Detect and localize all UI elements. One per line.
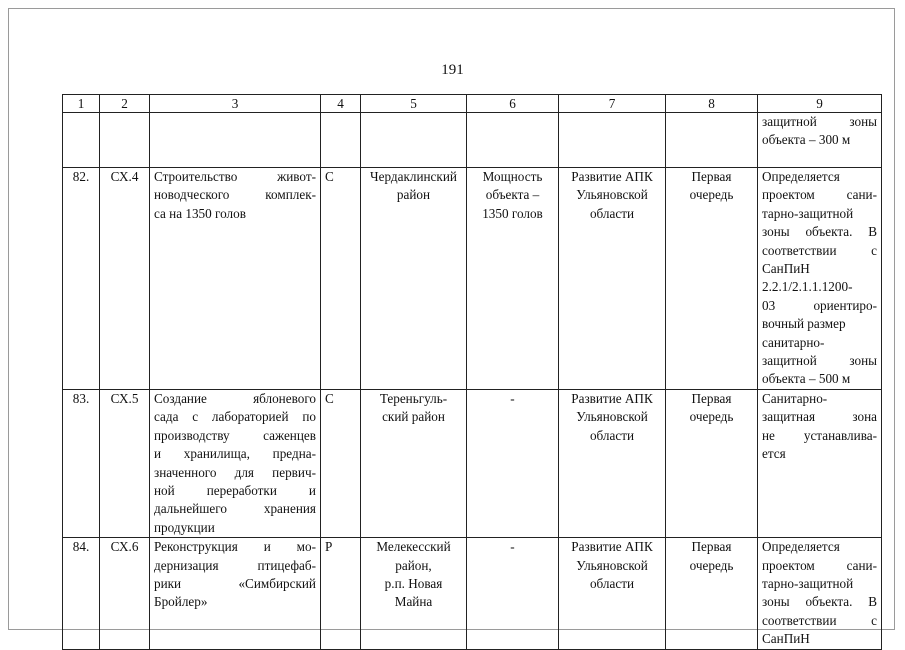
name-line: продукции (154, 519, 215, 535)
continuation-row (63, 113, 882, 168)
location-line: Мелекесский (376, 539, 451, 555)
capacity-line: 1350 голов (482, 205, 543, 221)
location-line: р.п. Новая (384, 575, 443, 591)
type-cell: С (321, 389, 361, 537)
empty-cell (361, 113, 467, 168)
location-cell (361, 389, 467, 537)
objects-table (62, 94, 882, 650)
note-line: соответствии с (762, 242, 877, 258)
col-header: 4 (321, 95, 361, 113)
note-line: не устанавлива- (762, 427, 877, 443)
empty-cell (559, 113, 666, 168)
name-line: производству саженцев (154, 427, 316, 443)
note-line: ется (762, 446, 786, 462)
empty-cell (150, 113, 321, 168)
location-line: район, (395, 557, 432, 573)
program-line: области (589, 205, 635, 221)
note-line: объекта – 500 м (762, 371, 851, 387)
program-line: Развитие АПК (571, 169, 653, 184)
capacity-line: объекта – (485, 187, 540, 203)
table-row (63, 168, 882, 390)
stage-line: очередь (689, 557, 734, 573)
stage-line: очередь (689, 187, 734, 203)
table-row (63, 538, 882, 649)
note-cell (758, 538, 882, 649)
note-line: вочный размер (762, 316, 846, 332)
empty-cell (63, 113, 100, 168)
name-line: рики «Симбирский (154, 575, 316, 591)
stage-cell (666, 168, 758, 390)
program-line: Развитие АПК (571, 539, 653, 555)
row-code: СХ.4 (100, 168, 150, 390)
note-line: зоны объекта. В (762, 224, 877, 240)
stage-line: Первая (691, 539, 732, 555)
stage-line: Первая (691, 169, 732, 184)
note-line: тарно-защитной (762, 205, 854, 221)
row-number: 83. (63, 389, 100, 537)
page-number: 191 (441, 62, 464, 78)
stage-line: очередь (689, 409, 734, 425)
program-line: Ульяновской (576, 409, 648, 425)
note-line: Определяется (762, 169, 840, 184)
name-line: Создание яблоневого (154, 390, 316, 406)
note-line: зоны объекта. В (762, 594, 877, 610)
program-line: области (589, 427, 635, 443)
col-header: 7 (559, 95, 666, 113)
note-line: тарно-защитной (762, 575, 854, 591)
name-line: Реконструкция и мо- (154, 539, 316, 555)
capacity-line: - (510, 539, 515, 555)
note-line: санитарно- (762, 334, 825, 350)
row-code: СХ.5 (100, 389, 150, 537)
row-number: 82. (63, 168, 100, 390)
capacity-cell (467, 389, 559, 537)
name-line: Строительство живот- (154, 169, 316, 184)
row-number: 84. (63, 538, 100, 649)
stage-cell (666, 389, 758, 537)
capacity-line: - (510, 390, 515, 406)
note-line: 03 ориентиро- (762, 297, 877, 313)
row-code: СХ.6 (100, 538, 150, 649)
capacity-cell (467, 168, 559, 390)
note-line: СанПиН (762, 261, 810, 277)
location-line: Тереньгуль- (379, 390, 448, 406)
note-line: проектом сани- (762, 187, 877, 203)
program-cell (559, 389, 666, 537)
name-line: Бройлер» (154, 594, 208, 610)
col-header: 8 (666, 95, 758, 113)
name-line: новодческого комплек- (154, 187, 316, 203)
header-row (63, 95, 882, 113)
note-line: объекта – 300 м (762, 132, 851, 148)
note-line: соответствии с (762, 612, 877, 628)
empty-cell (321, 113, 361, 168)
name-line: сада с лабораторией по (154, 409, 316, 425)
col-header: 3 (150, 95, 321, 113)
note-line: защитная зона (762, 409, 877, 425)
location-line: Майна (394, 594, 433, 610)
note-line: Санитарно- (762, 390, 828, 406)
capacity-line: Мощность (482, 169, 543, 184)
col-header: 5 (361, 95, 467, 113)
col-header: 2 (100, 95, 150, 113)
capacity-cell (467, 538, 559, 649)
object-name-cell (150, 538, 321, 649)
program-line: Ульяновской (576, 187, 648, 203)
table-row (63, 389, 882, 537)
stage-line: Первая (691, 390, 732, 406)
note-cell (758, 113, 882, 168)
note-cell (758, 389, 882, 537)
note-line: проектом сани- (762, 557, 877, 573)
program-cell (559, 168, 666, 390)
col-header: 9 (758, 95, 882, 113)
name-line: и хранилища, предна- (154, 446, 316, 462)
stage-cell (666, 538, 758, 649)
location-line: Чердаклинский (370, 169, 457, 184)
note-line: 2.2.1/2.1.1.1200- (762, 279, 853, 295)
object-name-cell (150, 168, 321, 390)
note-line: Определяется (762, 539, 840, 555)
program-line: Развитие АПК (571, 390, 653, 406)
note-cell (758, 168, 882, 390)
type-cell: Р (321, 538, 361, 649)
name-line: ной переработки и (154, 482, 316, 498)
note-line: защитной зоны (762, 353, 877, 369)
col-header: 1 (63, 95, 100, 113)
name-line: дернизация птицефаб- (154, 557, 316, 573)
object-name-cell (150, 389, 321, 537)
col-header: 6 (467, 95, 559, 113)
location-cell (361, 538, 467, 649)
name-line: дальнейшего хранения (154, 501, 316, 517)
program-cell (559, 538, 666, 649)
program-line: Ульяновской (576, 557, 648, 573)
empty-cell (666, 113, 758, 168)
empty-cell (100, 113, 150, 168)
location-line: район (396, 187, 431, 203)
type-cell: С (321, 168, 361, 390)
name-line: значенного для первич- (154, 464, 316, 480)
location-cell (361, 168, 467, 390)
note-line: защитной зоны (762, 114, 877, 129)
program-line: области (589, 575, 635, 591)
note-line: СанПиН (762, 631, 810, 647)
location-line: ский район (382, 409, 445, 425)
name-line: са на 1350 голов (154, 205, 246, 221)
empty-cell (467, 113, 559, 168)
